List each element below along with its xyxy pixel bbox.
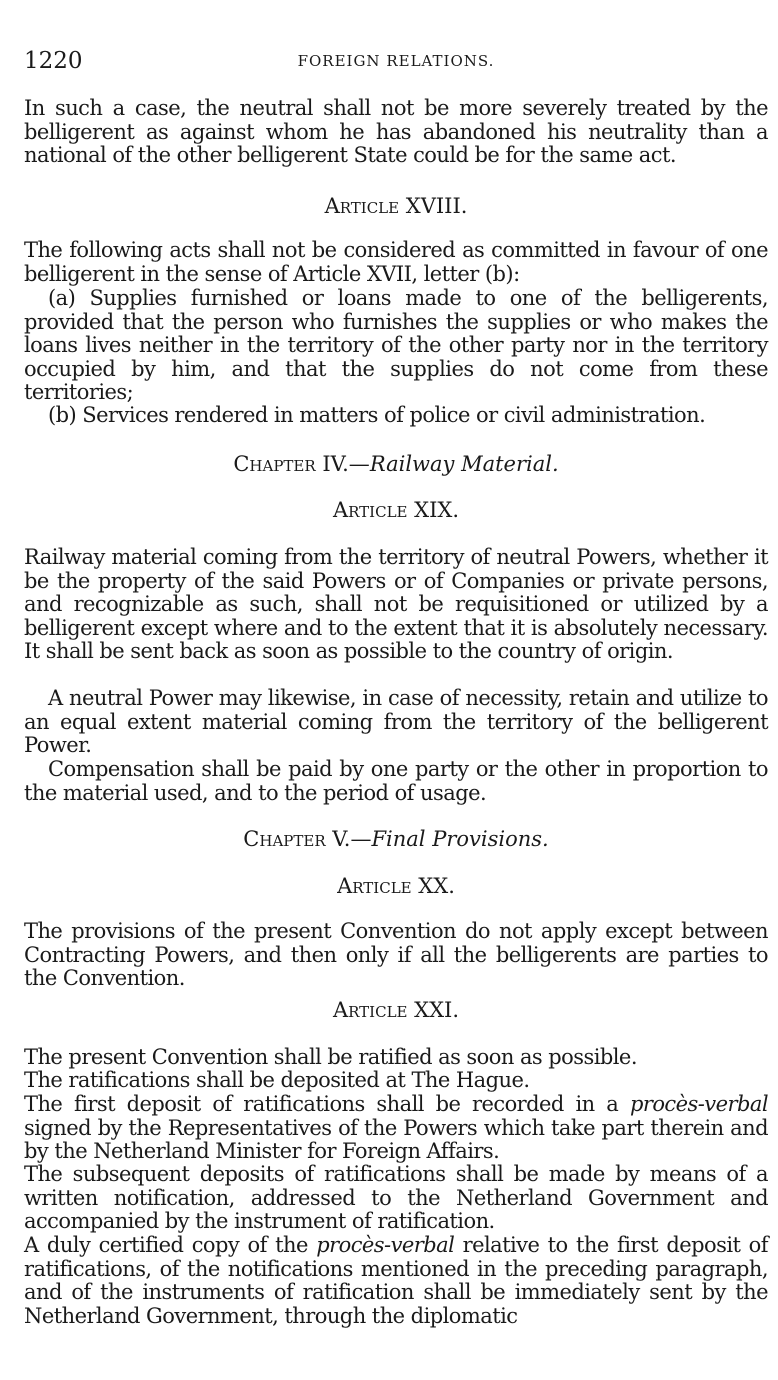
page-number: 1220 (24, 48, 83, 74)
article-xviii-heading (24, 193, 768, 219)
certified-copy-text-end: relative to the first deposit of ratifications, of the notifications mentioned in the preceding paragraph, and of the instruments of ratification shall be immediately sent by the Netherland Government, through the diplomatic (24, 1233, 769, 1328)
chapter-iv-heading (24, 451, 768, 477)
article-xx-label: Article XX. (337, 874, 455, 898)
paragraph-certified-copy (24, 1234, 768, 1328)
running-head (24, 48, 768, 78)
certified-copy-text-start: A duly certified copy of the (24, 1233, 308, 1257)
article-xix-heading (24, 497, 768, 523)
paragraph-article-xviii-intro: The following acts shall not be considered as committed in favour of one belligerent in the sense of Article XVII, letter (b): (24, 238, 768, 286)
paragraph-subsequent-deposits: The subsequent deposits of ratifications shall be made by means of a written notification, addressed to the Netherland Government and accompanied by the instrument of ratification. (24, 1162, 768, 1233)
article-xix-label: Article XIX. (332, 498, 460, 522)
paragraph-neutral-power: A neutral Power may likewise, in case of necessity, retain and utilize to an equal extent material coming from the territory of the belligerent Power. (24, 686, 768, 757)
paragraph-neutral-treatment: In such a case, the neutral shall not be more severely treated by the belligerent as against whom he has abandoned his neutrality than a national of the other belligerent State could be for the same act. (24, 96, 768, 167)
paragraph-railway-material: Railway material coming from the territory of neutral Powers, whether it be the property of the said Powers or of Companies or private persons, and recognizable as such, shall not be requisitioned or utilized by a belligerent except where and to the extent that it is absolutely necessary. It shall be sent back as soon as possible to the country of origin. (24, 545, 768, 663)
paragraph-deposit-hague: The ratifications shall be deposited at The Hague. (24, 1068, 530, 1092)
first-deposit-text-start: The first deposit of ratifications shall be recorded in a (24, 1092, 619, 1116)
proces-verbal-term: procès-verbal (629, 1092, 768, 1116)
running-title: FOREIGN RELATIONS. (297, 52, 495, 70)
paragraph-first-deposit (24, 1093, 768, 1164)
article-xviii-label: Article XVIII. (324, 194, 468, 218)
article-xxi-label: Article XXI. (332, 998, 460, 1022)
paragraph-provisions-apply: The provisions of the present Convention do not apply except between Contracting Powers, and then only if all the belligerents are parties to the Convention. (24, 919, 768, 990)
paragraph-item-b: (b) Services rendered in matters of police or civil administration. (48, 403, 706, 427)
article-xxi-heading (24, 997, 768, 1023)
article-xx-heading (24, 873, 768, 899)
paragraph-ratification: The present Convention shall be ratified as soon as possible. (24, 1045, 637, 1069)
first-deposit-text-end: signed by the Representatives of the Powers which take part therein and by the Netherland Minister for Foreign Affairs. (24, 1115, 768, 1163)
paragraph-item-a: (a) Supplies furnished or loans made to one of the belligerents, provided that the person who furnishes the supplies or who makes the loans lives neither in the territory of the other party nor in the territory occupied by him, and that the supplies do not come from these territories; (24, 286, 768, 404)
chapter-v-title: Final Provisions. (371, 827, 549, 851)
chapter-v-heading (24, 826, 768, 852)
chapter-iv-label: Chapter IV.— (233, 452, 370, 476)
proces-verbal-term: procès-verbal (316, 1233, 455, 1257)
paragraph-compensation: Compensation shall be paid by one party or the other in proportion to the material used, and to the period of usage. (24, 757, 768, 805)
chapter-v-label: Chapter V.— (243, 827, 372, 851)
chapter-iv-title: Railway Material. (369, 452, 559, 476)
